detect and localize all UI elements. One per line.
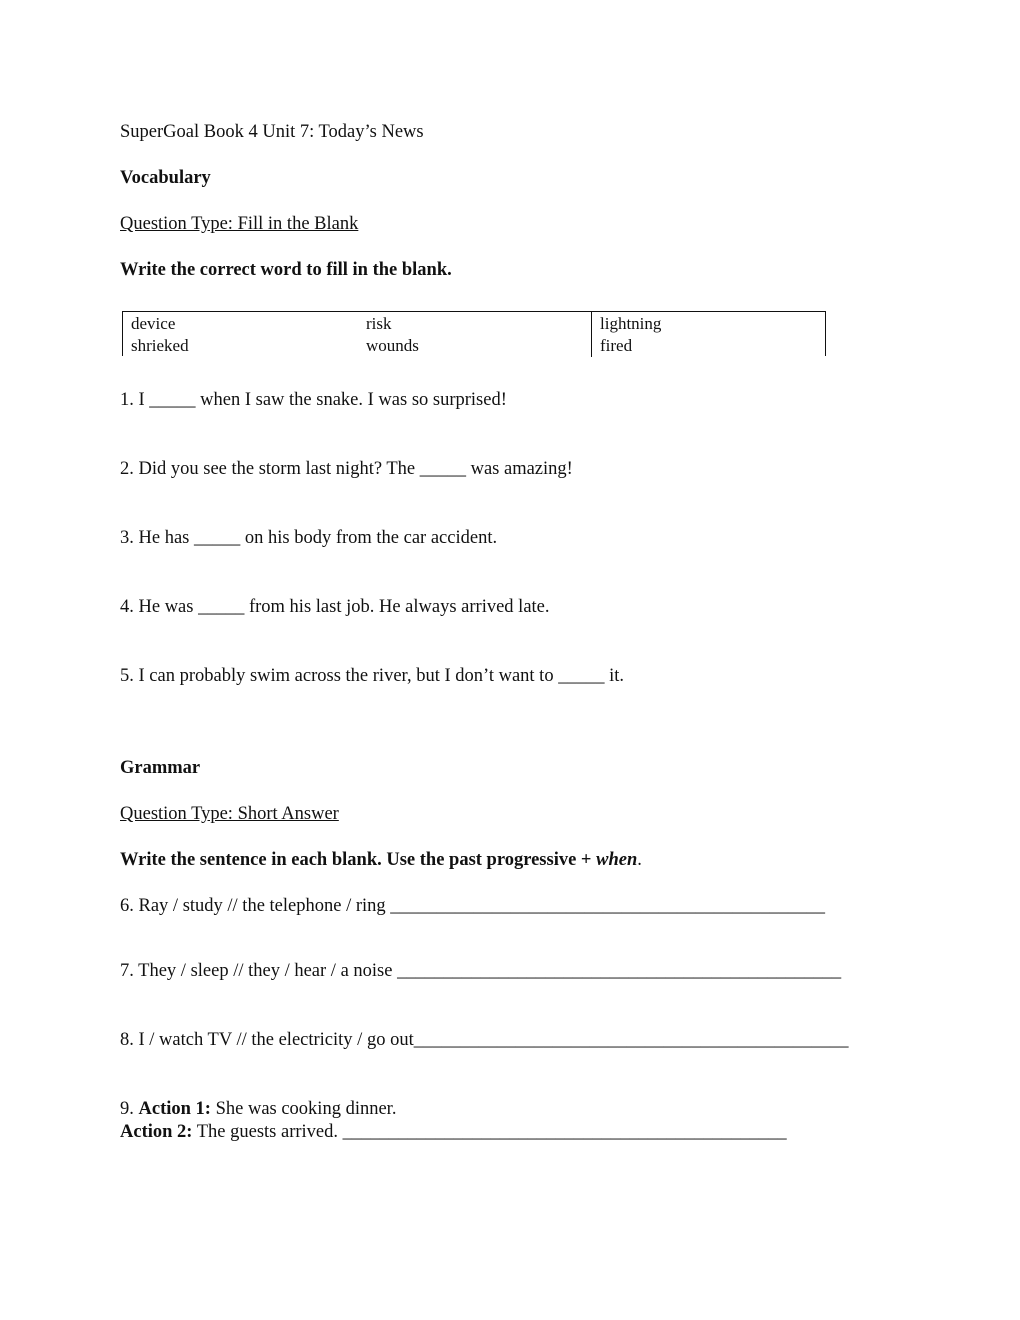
question-8: 8. I / watch TV // the electricity / go out_______________________________________________ xyxy=(120,1030,849,1050)
question-6: 6. Ray / study // the telephone / ring _______________________________________________ xyxy=(120,896,826,916)
vocabulary-question-type: Question Type: Fill in the Blank xyxy=(120,214,359,234)
grammar-instruction-main: Write the sentence in each blank. Use the past progressive + xyxy=(120,850,597,870)
word-bank-item: fired xyxy=(600,336,633,355)
grammar-instruction-keyword: when xyxy=(596,850,638,870)
word-bank-column xyxy=(591,312,825,357)
vocabulary-heading: Vocabulary xyxy=(120,168,211,188)
word-bank-item: device xyxy=(131,314,176,333)
action-1-text: She was cooking dinner. xyxy=(210,1099,397,1119)
word-bank-item: lightning xyxy=(600,314,662,333)
question-9-line-1 xyxy=(120,1098,396,1120)
word-bank-item: wounds xyxy=(366,336,419,355)
word-bank xyxy=(122,311,826,356)
action-2-label: Action 2: xyxy=(120,1122,193,1142)
question-9-line-2 xyxy=(120,1121,787,1143)
question-2: 2. Did you see the storm last night? The _____ was amazing! xyxy=(120,459,573,479)
question-4: 4. He was _____ from his last job. He always arrived late. xyxy=(120,597,550,617)
grammar-question-type: Question Type: Short Answer xyxy=(120,804,339,824)
grammar-instruction xyxy=(120,849,642,871)
action-2-text: The guests arrived. ________________________________________________ xyxy=(192,1122,787,1142)
question-5: 5. I can probably swim across the river, but I don’t want to _____ it. xyxy=(120,666,624,686)
word-bank-column xyxy=(123,312,358,357)
question-1: 1. I _____ when I saw the snake. I was so surprised! xyxy=(120,390,507,410)
grammar-instruction-end: . xyxy=(637,850,642,870)
question-3: 3. He has _____ on his body from the car accident. xyxy=(120,528,498,548)
page-title: SuperGoal Book 4 Unit 7: Today’s News xyxy=(120,122,424,142)
word-bank-item: shrieked xyxy=(131,336,189,355)
word-bank-column xyxy=(358,312,591,357)
vocabulary-instruction: Write the correct word to fill in the blank. xyxy=(120,260,452,280)
grammar-heading: Grammar xyxy=(120,758,201,778)
action-1-label: Action 1: xyxy=(138,1099,211,1119)
question-9-number: 9. xyxy=(120,1099,139,1119)
word-bank-item: risk xyxy=(366,314,392,333)
question-7: 7. They / sleep // they / hear / a noise ________________________________________________ xyxy=(120,961,842,981)
